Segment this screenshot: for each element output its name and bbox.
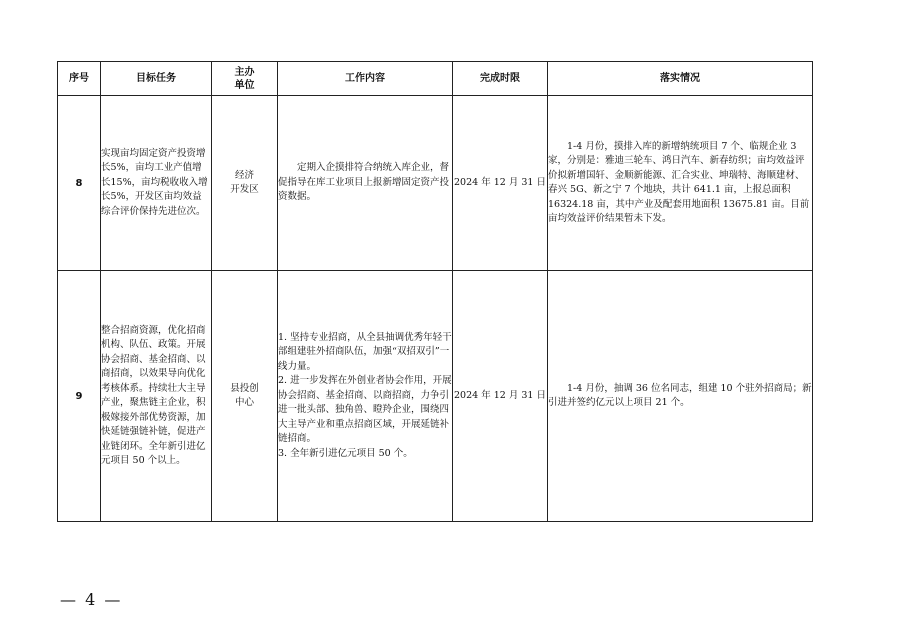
row-target: 整合招商资源，优化招商机构、队伍、政策。开展协会招商、基金招商、以商招商，以效果导向优化考核体系。持续壮大主导产业，聚焦链主企业，积极嫁接外部优势资源，加快延链强链补链，促进产业链闭环。全年新引进亿元项目 50 个以上。 <box>101 271 212 522</box>
row-content <box>278 271 453 522</box>
row-status: 1-4 月份，抽调 36 位名同志，组建 10 个驻外招商局；新引进并签约亿元以上项目 21 个。 <box>548 271 813 522</box>
header-target: 目标任务 <box>101 62 212 96</box>
header-unit-line1: 主办 <box>234 66 255 78</box>
task-table <box>57 61 813 522</box>
row-status: 1-4 月份，摸排入库的新增纳统项目 7 个、临规企业 3 家，分别是：雅迪三轮车、鸿日汽车、新春纺织；亩均效益评价拟新增国轩、金顺新能源、汇合实业、坤瑞特、海顺建材、春兴 5G、新之宁 7 个地块，共计 641.1 亩，上报总面积 16324.18 亩，其中产业及配套用地面积 13675.81 亩。目前亩均效益评价结果暂未下发。 <box>548 96 813 271</box>
header-status: 落实情况 <box>548 62 813 96</box>
content-item: 1. 坚持专业招商，从全县抽调优秀年轻干部组建驻外招商队伍，加强“双招双引”一线力量。 <box>278 331 452 372</box>
row-content: 定期入企摸排符合纳统入库企业，督促指导在库工业项目上报新增固定资产投资数据。 <box>278 96 453 271</box>
content-item: 2. 进一步发挥在外创业者协会作用，开展协会招商、基金招商、以商招商，力争引进一批头部、独角兽、瞪羚企业，围绕四大主导产业和重点招商区域，开展延链补链招商。 <box>278 375 452 445</box>
row-unit <box>212 271 278 522</box>
row-seq: 8 <box>58 96 101 271</box>
row-unit-line2: 中心 <box>234 397 254 408</box>
row-seq: 9 <box>58 271 101 522</box>
header-content: 工作内容 <box>278 62 453 96</box>
header-unit <box>212 62 278 96</box>
content-item: 3. 全年新引进亿元项目 50 个。 <box>278 447 413 459</box>
row-deadline: 2024 年 12 月 31 日 <box>453 96 548 271</box>
row-unit-line1: 经济 <box>234 169 254 181</box>
table-row <box>58 96 813 271</box>
row-unit <box>212 96 278 271</box>
header-seq: 序号 <box>58 62 101 96</box>
header-unit-line2: 单位 <box>234 79 255 91</box>
table-row <box>58 271 813 522</box>
row-deadline: 2024 年 12 月 31 日 <box>453 271 548 522</box>
row-unit-line2: 开发区 <box>230 184 259 195</box>
header-deadline: 完成时限 <box>453 62 548 96</box>
page-number: — 4 — <box>60 590 123 609</box>
row-target: 实现亩均固定资产投资增长5%，亩均工业产值增长15%，亩均税收收入增长5%，开发区亩均效益综合评价保持先进位次。 <box>101 96 212 271</box>
row-unit-line1: 县投创 <box>230 382 259 394</box>
header-row <box>58 62 813 96</box>
